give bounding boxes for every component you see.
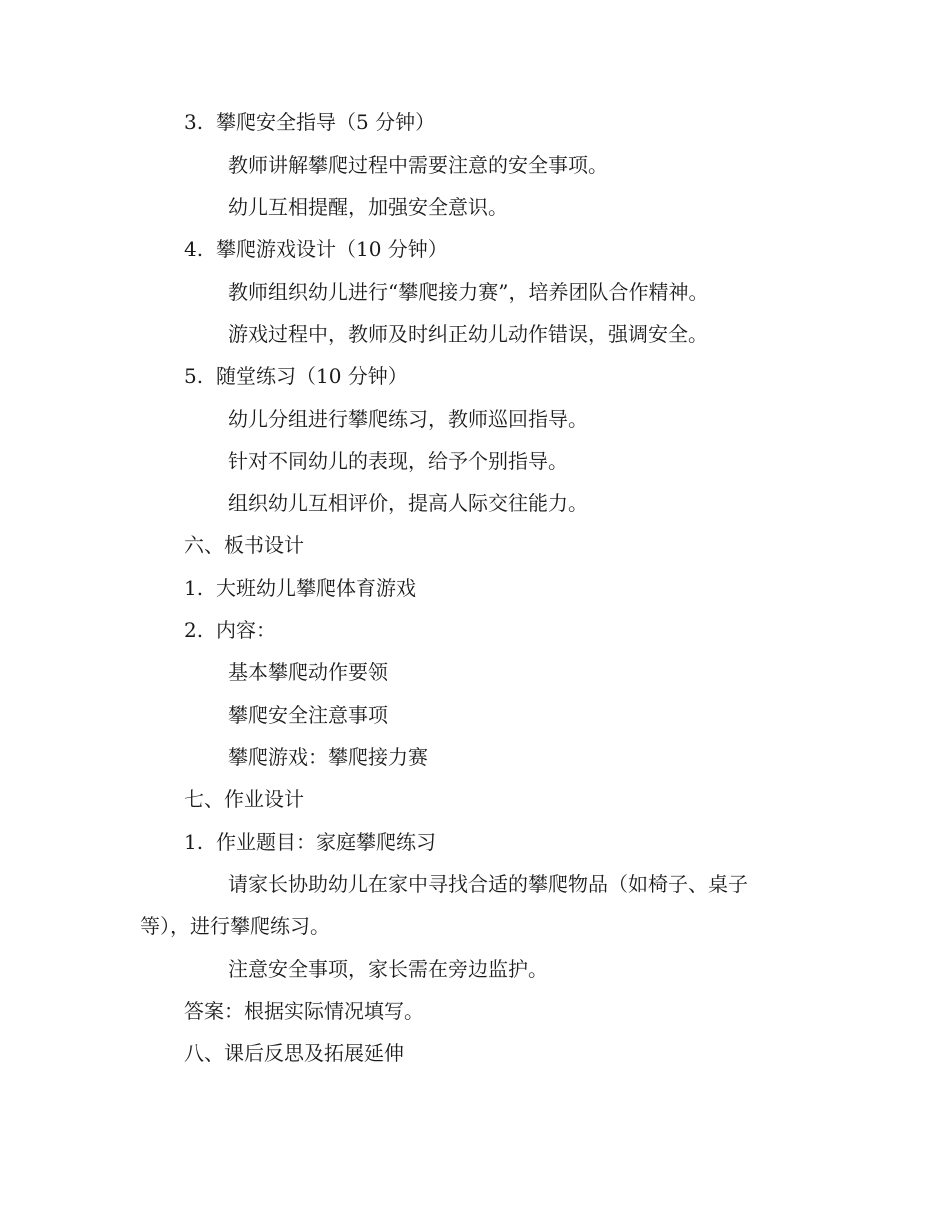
list-item-text: 作业题目：家庭攀爬练习 [216,830,436,854]
paragraph-line: 幼儿互相提醒，加强安全意识。 [228,195,508,219]
paragraph-line: 教师组织幼儿进行“攀爬接力赛”，培养团队合作精神。 [228,280,709,304]
list-item-text: 攀爬安全指导（5 分钟） [216,110,436,134]
paragraph-line: 组织幼儿互相评价，提高人际交往能力。 [228,491,588,515]
paragraph-line: 教师讲解攀爬过程中需要注意的安全事项。 [228,153,608,177]
paragraph-line: 注意安全事项，家长需在旁边监护。 [228,957,548,981]
list-item [184,828,436,856]
paragraph-line: 幼儿分组进行攀爬练习，教师巡回指导。 [228,407,588,431]
answer-line: 答案：根据实际情况填写。 [184,999,424,1023]
list-number: 1. [184,576,204,600]
list-item [184,616,276,644]
list-number: 5. [184,364,204,388]
paragraph-line: 针对不同幼儿的表现，给予个别指导。 [228,449,568,473]
section-heading: 八、课后反思及拓展延伸 [184,1041,404,1065]
list-item-heading [184,235,448,263]
paragraph-line: 请家长协助幼儿在家中寻找合适的攀爬物品（如椅子、桌子 [228,872,748,896]
list-number: 3. [184,110,204,134]
paragraph-line: 攀爬游戏：攀爬接力赛 [228,745,428,769]
list-item-text: 攀爬游戏设计（10 分钟） [216,237,448,261]
list-item-heading [184,362,408,390]
list-item-text: 内容： [216,618,276,642]
paragraph-line: 攀爬安全注意事项 [228,703,388,727]
section-heading: 七、作业设计 [184,787,304,811]
list-item-heading [184,108,435,136]
list-item-text: 随堂练习（10 分钟） [216,364,408,388]
section-heading: 六、板书设计 [184,533,304,557]
paragraph-line: 等），进行攀爬练习。 [140,914,330,938]
list-number: 1. [184,830,204,854]
list-number: 4. [184,237,204,261]
list-item [184,574,416,602]
paragraph-line: 游戏过程中，教师及时纠正幼儿动作错误，强调安全。 [228,322,708,346]
list-item-text: 大班幼儿攀爬体育游戏 [216,576,416,600]
list-number: 2. [184,618,204,642]
paragraph-line: 基本攀爬动作要领 [228,660,388,684]
